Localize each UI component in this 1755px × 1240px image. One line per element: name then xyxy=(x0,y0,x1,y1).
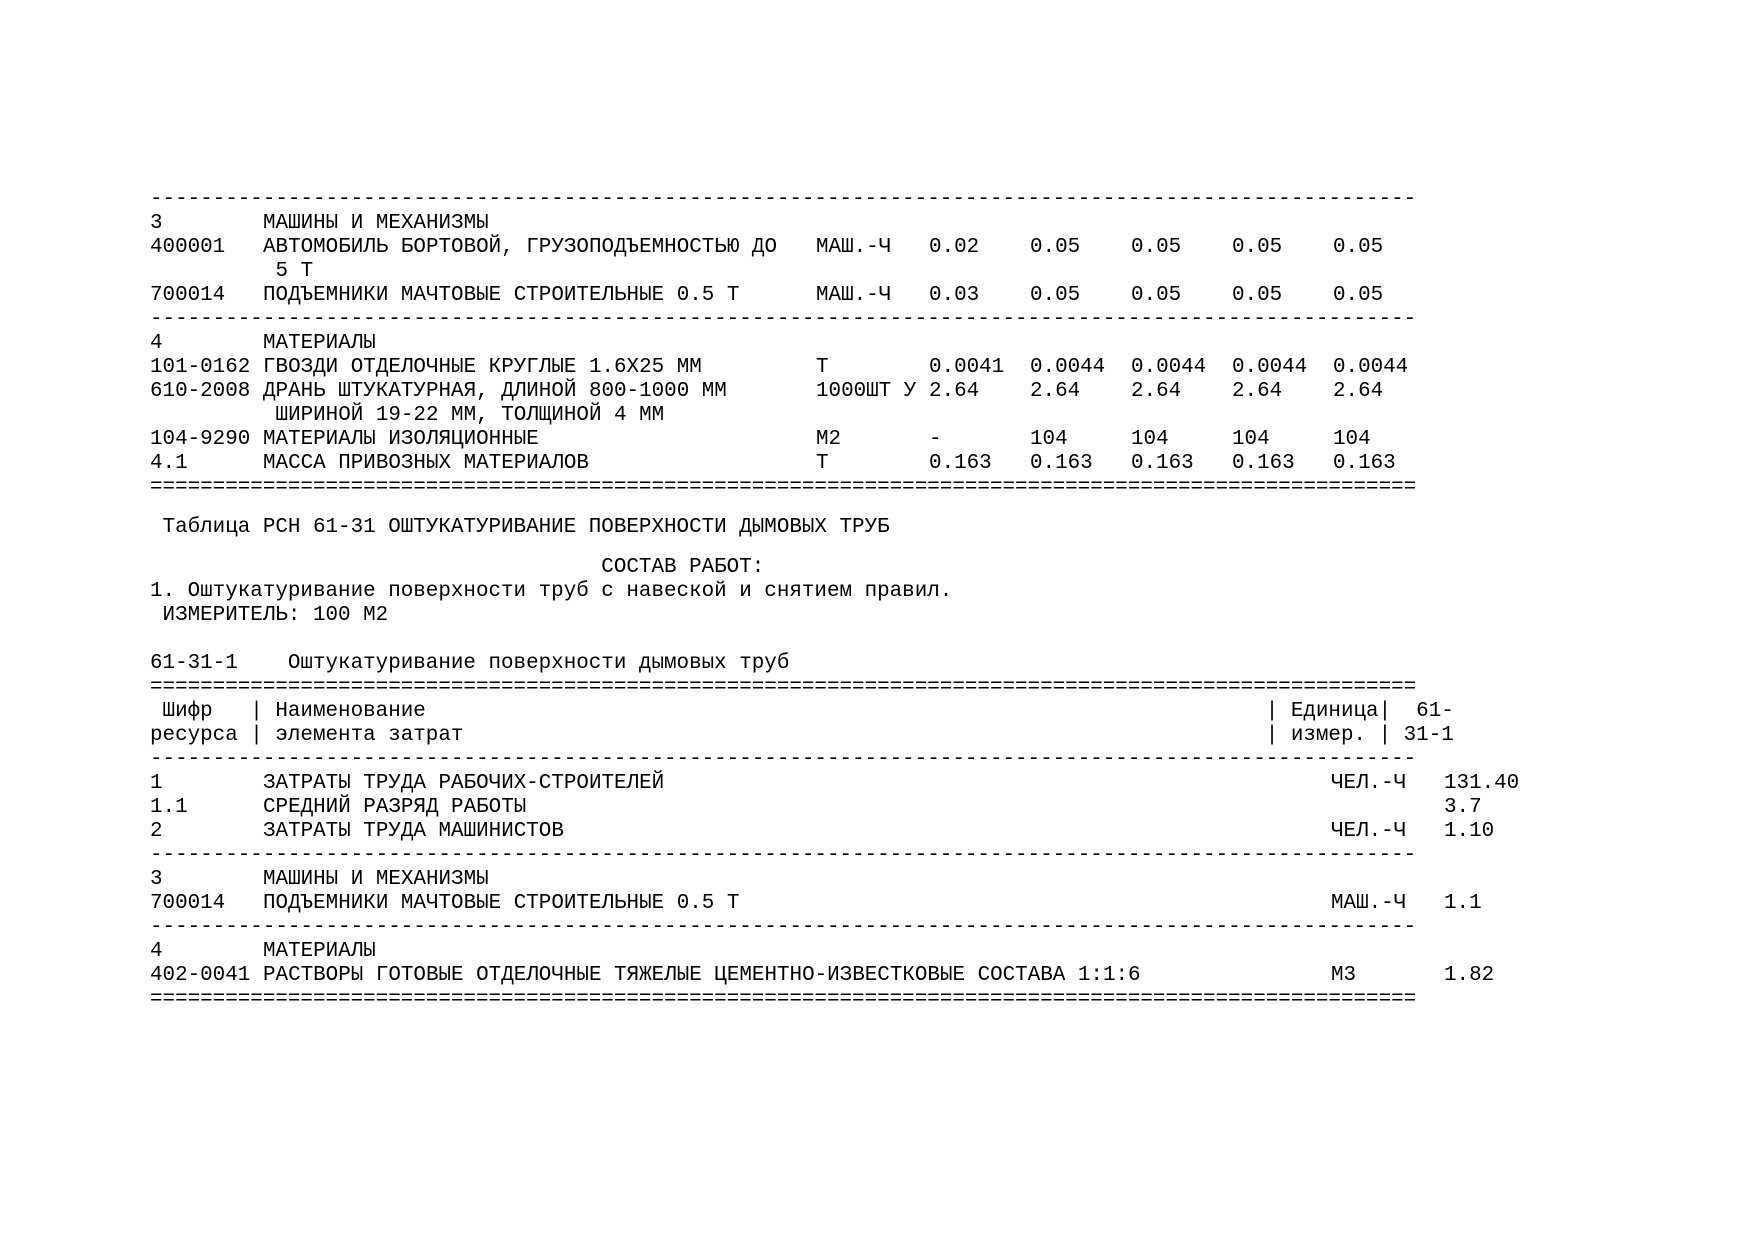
resource-code: 104-9290 xyxy=(150,428,251,451)
resource-code: 700014 xyxy=(150,284,226,307)
value-4: 2.64 xyxy=(1232,380,1283,403)
resource-name: МАТЕРИАЛЫ ИЗОЛЯЦИОННЫЕ xyxy=(263,428,539,451)
value-5: 0.05 xyxy=(1333,284,1384,307)
value-3: 0.05 xyxy=(1131,284,1182,307)
unit: 1000ШТ У xyxy=(816,380,917,403)
resource-name: ПОДЪЕМНИКИ МАЧТОВЫЕ СТРОИТЕЛЬНЫЕ 0.5 Т xyxy=(263,284,740,307)
resource-name: ПОДЪЕМНИКИ МАЧТОВЫЕ СТРОИТЕЛЬНЫЕ 0.5 Т xyxy=(263,892,740,915)
value-4: 104 xyxy=(1232,428,1270,451)
table-row xyxy=(150,380,1519,404)
value-5: 0.0044 xyxy=(1333,356,1409,379)
unit: М2 xyxy=(816,428,842,451)
value-5: 0.05 xyxy=(1333,236,1384,259)
unit: Т xyxy=(816,356,829,379)
value-2: 0.05 xyxy=(1030,284,1081,307)
resource-code: 101-0162 xyxy=(150,356,251,379)
table-row-continuation xyxy=(150,404,1519,428)
resource-name: РАСТВОРЫ ГОТОВЫЕ ОТДЕЛОЧНЫЕ ТЯЖЕЛЫЕ ЦЕМЕНТНО-ИЗВЕСТКОВЫЕ СОСТАВА 1:1:6 xyxy=(263,964,1141,987)
value: 3.7 xyxy=(1444,796,1482,819)
table-row xyxy=(150,356,1519,380)
resource-code: 1.1 xyxy=(150,796,188,819)
value-4: 0.05 xyxy=(1232,236,1283,259)
group-row-machines xyxy=(150,868,1519,892)
table-row xyxy=(150,796,1519,820)
resource-code: 700014 xyxy=(150,892,226,915)
unit: МАШ.-Ч xyxy=(1331,892,1407,915)
value: 131.40 xyxy=(1444,772,1520,795)
resource-name: ГВОЗДИ ОТДЕЛОЧНЫЕ КРУГЛЫЕ 1.6Х25 ММ xyxy=(263,356,702,379)
table-row xyxy=(150,892,1519,916)
group-row-materials xyxy=(150,940,1519,964)
table-row xyxy=(150,236,1519,260)
work-composition-heading: СОСТАВ РАБОТ: xyxy=(150,556,765,579)
value-3: 2.64 xyxy=(1131,380,1182,403)
table-row xyxy=(150,452,1519,476)
norm-title: 61-31-1 Оштукатуривание поверхности дымовых труб xyxy=(150,652,790,675)
value-2: 0.05 xyxy=(1030,236,1081,259)
resource-name: АВТОМОБИЛЬ БОРТОВОЙ, ГРУЗОПОДЪЕМНОСТЬЮ ДО xyxy=(263,236,777,259)
work-item: 1. Оштукатуривание поверхности труб с навеской и снятием правил. xyxy=(150,580,953,603)
resource-name-cont: ШИРИНОЙ 19-22 ММ, ТОЛЩИНОЙ 4 ММ xyxy=(263,404,665,427)
value-3: 0.163 xyxy=(1131,452,1194,475)
resource-code: 2 xyxy=(150,820,163,843)
table-header-line-1: Шифр | Наименование | Единица| 61- xyxy=(150,700,1454,723)
unit: ЧЕЛ.-Ч xyxy=(1331,772,1407,795)
value-4: 0.163 xyxy=(1232,452,1295,475)
table-title: Таблица РСН 61-31 ОШТУКАТУРИВАНИЕ ПОВЕРХНОСТИ ДЫМОВЫХ ТРУБ xyxy=(150,516,890,539)
resource-code: 3 xyxy=(150,868,163,891)
separator-dashed: ----------------------------------------------------------------------------------------------------- xyxy=(150,308,1417,331)
resource-code: 400001 xyxy=(150,236,226,259)
separator-double: ===================================================================================================== xyxy=(150,988,1417,1011)
value-2: 2.64 xyxy=(1030,380,1081,403)
value-3: 0.0044 xyxy=(1131,356,1207,379)
value-2: 0.0044 xyxy=(1030,356,1106,379)
value-5: 0.163 xyxy=(1333,452,1396,475)
value-1: 0.03 xyxy=(929,284,980,307)
document-page xyxy=(150,188,1519,1012)
resource-name: СРЕДНИЙ РАЗРЯД РАБОТЫ xyxy=(263,796,527,819)
separator-dashed: ----------------------------------------------------------------------------------------------------- xyxy=(150,748,1417,771)
resource-code: 1 xyxy=(150,772,163,795)
resource-name-cont: 5 Т xyxy=(263,260,314,283)
value-2: 104 xyxy=(1030,428,1068,451)
resource-code: 4 xyxy=(150,940,163,963)
table-row xyxy=(150,820,1519,844)
separator-dashed: ----------------------------------------------------------------------------------------------------- xyxy=(150,188,1417,211)
measure-unit: ИЗМЕРИТЕЛЬ: 100 М2 xyxy=(150,604,389,627)
value-3: 104 xyxy=(1131,428,1169,451)
value-1: 0.02 xyxy=(929,236,980,259)
value-5: 2.64 xyxy=(1333,380,1384,403)
value-5: 104 xyxy=(1333,428,1371,451)
separator-double: ===================================================================================================== xyxy=(150,476,1417,499)
value-3: 0.05 xyxy=(1131,236,1182,259)
value-4: 0.0044 xyxy=(1232,356,1308,379)
group-name: МАТЕРИАЛЫ xyxy=(263,332,376,355)
separator-dashed: ----------------------------------------------------------------------------------------------------- xyxy=(150,844,1417,867)
table-row xyxy=(150,964,1519,988)
table-row-continuation xyxy=(150,260,1519,284)
value: 1.1 xyxy=(1444,892,1482,915)
value-1: 2.64 xyxy=(929,380,980,403)
table-row xyxy=(150,284,1519,308)
value-4: 0.05 xyxy=(1232,284,1283,307)
value-1: 0.163 xyxy=(929,452,992,475)
table-header-line-2: ресурса | элемента затрат | измер. | 31-1 xyxy=(150,724,1454,747)
resource-code: 4 xyxy=(150,332,163,355)
unit: МАШ.-Ч xyxy=(816,236,892,259)
table-row xyxy=(150,428,1519,452)
resource-code: 3 xyxy=(150,212,163,235)
unit: ЧЕЛ.-Ч xyxy=(1331,820,1407,843)
unit: М3 xyxy=(1331,964,1357,987)
value: 1.82 xyxy=(1444,964,1495,987)
resource-code: 4.1 xyxy=(150,452,188,475)
separator-double: ===================================================================================================== xyxy=(150,676,1417,699)
value-1: 0.0041 xyxy=(929,356,1005,379)
resource-name: ЗАТРАТЫ ТРУДА РАБОЧИХ-СТРОИТЕЛЕЙ xyxy=(263,772,665,795)
resource-code: 402-0041 xyxy=(150,964,251,987)
table-row xyxy=(150,772,1519,796)
resource-name: ДРАНЬ ШТУКАТУРНАЯ, ДЛИНОЙ 800-1000 ММ xyxy=(263,380,727,403)
group-name: МАТЕРИАЛЫ xyxy=(263,940,376,963)
unit: МАШ.-Ч xyxy=(816,284,892,307)
group-row-machines xyxy=(150,212,1519,236)
unit: Т xyxy=(816,452,829,475)
separator-dashed: ----------------------------------------------------------------------------------------------------- xyxy=(150,916,1417,939)
group-row-materials xyxy=(150,332,1519,356)
resource-name: ЗАТРАТЫ ТРУДА МАШИНИСТОВ xyxy=(263,820,564,843)
group-name: МАШИНЫ И МЕХАНИЗМЫ xyxy=(263,868,489,891)
value-1: - xyxy=(929,428,942,451)
resource-code: 610-2008 xyxy=(150,380,251,403)
resource-name: МАССА ПРИВОЗНЫХ МАТЕРИАЛОВ xyxy=(263,452,589,475)
value: 1.10 xyxy=(1444,820,1495,843)
value-2: 0.163 xyxy=(1030,452,1093,475)
group-name: МАШИНЫ И МЕХАНИЗМЫ xyxy=(263,212,489,235)
